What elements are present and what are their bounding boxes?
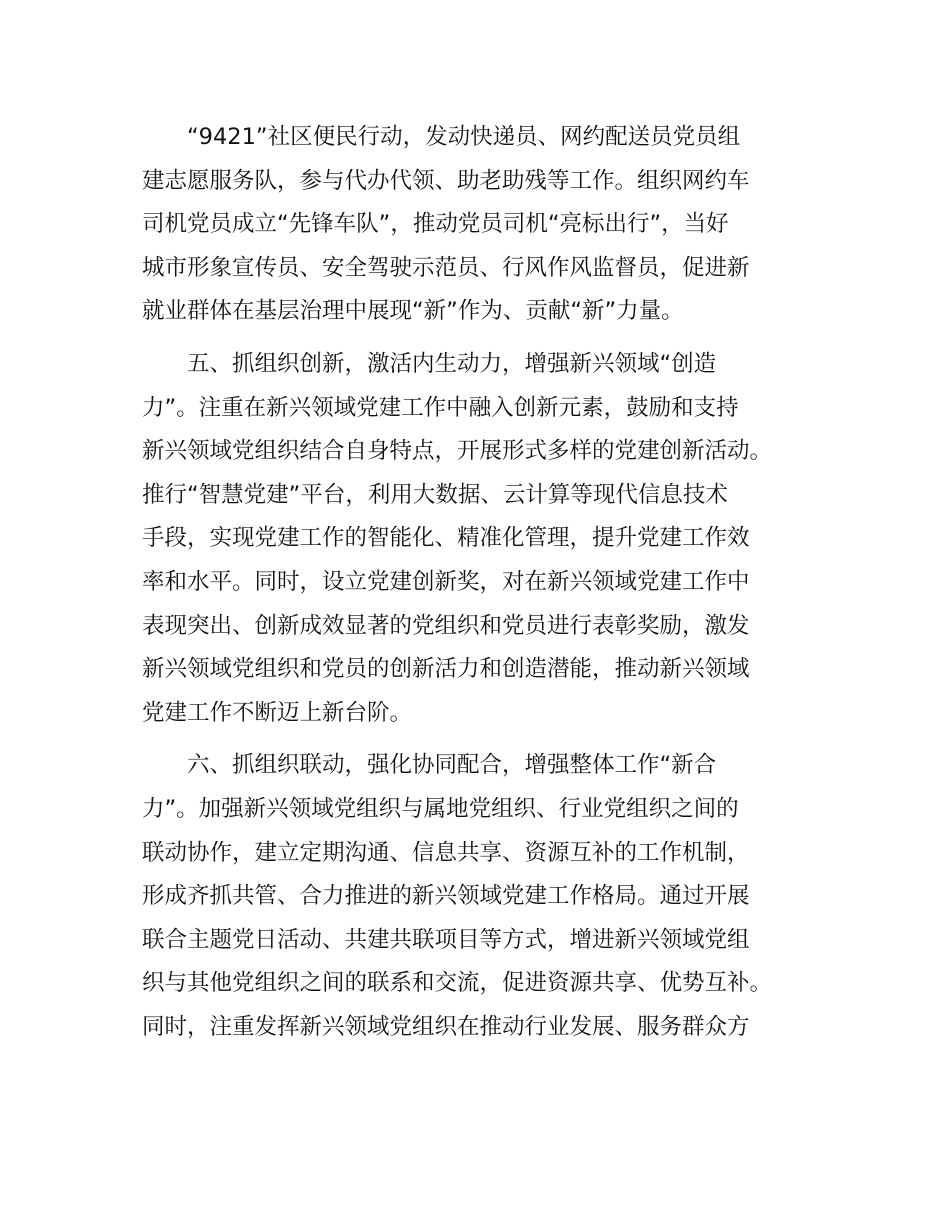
paragraph-line: 党建工作不断迈上新台阶。 xyxy=(142,699,413,726)
paragraph-line: 手段，实现党建工作的智能化、精准化管理，提升党建工作效 xyxy=(142,525,750,552)
paragraph-line: 织与其他党组织之间的联系和交流，促进资源共享、优势互补。 xyxy=(142,970,773,997)
paragraph-line: 司机党员成立“先锋车队”，推动党员司机“亮标出行”，当好 xyxy=(142,211,729,238)
paragraph-line: 推行“智慧党建”平台，利用大数据、云计算等现代信息技术 xyxy=(142,481,728,508)
paragraph-3 xyxy=(142,744,822,1049)
paragraph-line: 新兴领域党组织和党员的创新活力和创造潜能，推动新兴领域 xyxy=(142,656,750,683)
paragraph-line: 率和水平。同时，设立党建创新奖，对在新兴领域党建工作中 xyxy=(142,568,750,595)
document-body xyxy=(142,116,822,1058)
paragraph-line: 形成齐抓共管、合力推进的新兴领域党建工作格局。通过开展 xyxy=(142,883,750,910)
paragraph-1 xyxy=(142,116,822,334)
paragraph-line: 同时，注重发挥新兴领域党组织在推动行业发展、服务群众方 xyxy=(142,1013,750,1040)
paragraph-2 xyxy=(142,343,822,735)
paragraph-line: 力”。注重在新兴领域党建工作中融入创新元素，鼓励和支持 xyxy=(142,394,739,421)
paragraph-line: 就业群体在基层治理中展现“新”作为、贡献“新”力量。 xyxy=(142,298,684,325)
paragraph-line: “9421”社区便民行动，发动快递员、网约配送员党员组 xyxy=(187,124,741,150)
paragraph-line: 六、抓组织联动，强化协同配合，增强整体工作“新合 xyxy=(187,752,717,779)
paragraph-line: 表现突出、创新成效显著的党组织和党员进行表彰奖励，激发 xyxy=(142,612,750,639)
paragraph-line: 力”。加强新兴领域党组织与属地党组织、行业党组织之间的 xyxy=(142,795,739,822)
paragraph-line: 五、抓组织创新，激活内生动力，增强新兴领域“创造 xyxy=(187,350,717,377)
paragraph-line: 城市形象宣传员、安全驾驶示范员、行风作风监督员，促进新 xyxy=(142,254,750,281)
paragraph-line: 建志愿服务队，参与代办代领、助老助残等工作。组织网约车 xyxy=(142,167,750,194)
paragraph-line: 新兴领域党组织结合自身特点，开展形式多样的党建创新活动。 xyxy=(142,438,773,465)
paragraph-line: 联动协作，建立定期沟通、信息共享、资源互补的工作机制， xyxy=(142,839,750,866)
paragraph-line: 联合主题党日活动、共建共联项目等方式，增进新兴领域党组 xyxy=(142,926,750,953)
